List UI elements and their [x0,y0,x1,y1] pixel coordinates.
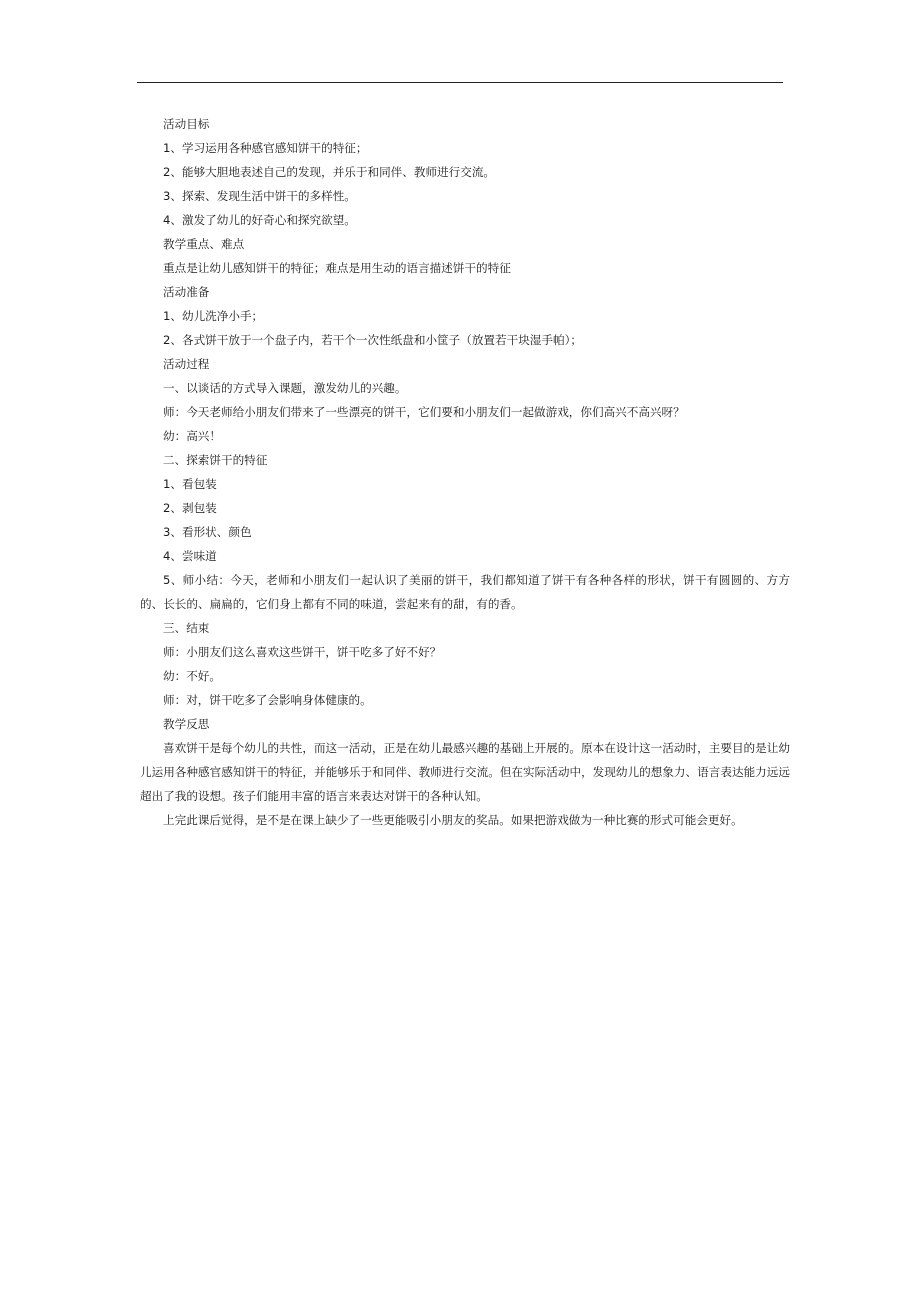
key-points-text: 重点是让幼儿感知饼干的特征；难点是用生动的语言描述饼干的特征 [163,261,511,275]
summary-paragraph: 5、师小结：今天，老师和小朋友们一起认识了美丽的饼干，我们都知道了饼干有各种各样的形状，饼干有圆圆的、方方的、长长的、扁扁的，它们身上都有不同的味道，尝起来有的甜，有的香。 [140,573,790,611]
heading-process: 活动过程 [163,357,210,371]
heading-preparation: 活动准备 [163,285,210,299]
goal-item: 2、能够大胆地表述自己的发现，并乐于和同伴、教师进行交流。 [163,165,496,179]
dialogue-line: 幼：不好。 [163,669,221,683]
explore-item: 3、看形状、颜色 [163,525,252,539]
preparation-item: 1、幼儿洗净小手； [163,309,264,323]
preparation-item: 2、各式饼干放于一个盘子内，若干个一次性纸盘和小筐子（放置若干块湿手帕）； [163,333,582,347]
dialogue-line: 幼：高兴！ [163,429,221,443]
process-step: 二、探索饼干的特征 [163,453,268,467]
process-step: 三、结束 [163,621,210,635]
reflection-paragraph: 上完此课后觉得，是不是在课上缺少了一些更能吸引小朋友的奖品。如果把游戏做为一种比赛的形式可能会更好。 [163,813,743,827]
header-rule [137,82,783,83]
dialogue-line: 师：小朋友们这么喜欢这些饼干，饼干吃多了好不好？ [163,645,442,659]
explore-item: 4、尝味道 [163,549,217,563]
goal-item: 1、学习运用各种感官感知饼干的特征； [163,141,368,155]
reflection-paragraph: 喜欢饼干是每个幼儿的共性，而这一活动，正是在幼儿最感兴趣的基础上开展的。原本在设计这一活动时，主要目的是让幼儿运用各种感官感知饼干的特征，并能够乐于和同伴、教师进行交流。但在实际活动中，发现幼儿的想象力、语言表达能力远远超出了我的设想。孩子们能用丰富的语言来表达对饼干的各种认知。 [140,741,790,803]
document-body [140,112,790,832]
heading-activity-goals: 活动目标 [163,117,210,131]
heading-reflection: 教学反思 [163,717,210,731]
heading-key-points: 教学重点、难点 [163,237,245,251]
explore-item: 1、看包装 [163,477,217,491]
dialogue-line: 师：今天老师给小朋友们带来了一些漂亮的饼干，它们要和小朋友们一起做游戏，你们高兴不高兴呀？ [163,405,685,419]
process-step: 一、以谈话的方式导入课题，激发幼儿的兴趣。 [163,381,407,395]
goal-item: 4、激发了幼儿的好奇心和探究欲望。 [163,213,356,227]
explore-item: 2、剥包装 [163,501,217,515]
dialogue-line: 师：对，饼干吃多了会影响身体健康的。 [163,693,372,707]
goal-item: 3、探索、发现生活中饼干的多样性。 [163,189,356,203]
